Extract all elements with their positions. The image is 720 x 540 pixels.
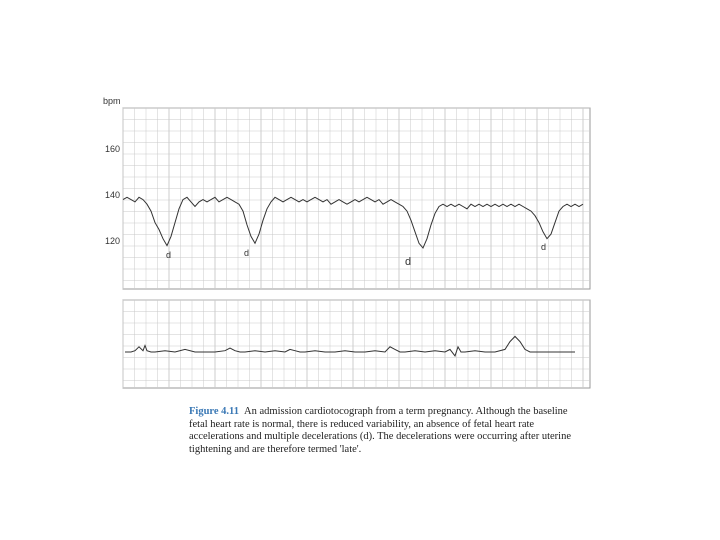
deceleration-label-1: d [166, 250, 172, 260]
deceleration-label-4: d [541, 242, 547, 252]
y-unit-label: bpm [103, 96, 121, 106]
figure-caption [189, 406, 579, 456]
deceleration-label-2: d [244, 248, 250, 258]
toco-grid [123, 300, 590, 388]
fhr-plot-frame [123, 108, 590, 289]
y-tick-160: 160 [105, 144, 121, 154]
y-tick-140: 140 [105, 190, 121, 200]
deceleration-label-3: d [405, 256, 412, 268]
y-tick-120: 120 [105, 236, 121, 246]
toco-panel [123, 300, 590, 388]
fhr-grid [123, 108, 590, 289]
caption-text: An admission cardiotocograph from a term pregnancy. Although the baseline fetal heart rate is normal, there is reduced variability, an absence of fetal heart rate accelerations and multiple decelerations (d). The decelerations were occurring after uterine tightening and are therefore termed 'late'. [189, 406, 571, 455]
figure-label: Figure 4.11 [189, 406, 239, 417]
toco-plot-frame [123, 300, 590, 388]
fhr-panel [103, 96, 590, 289]
